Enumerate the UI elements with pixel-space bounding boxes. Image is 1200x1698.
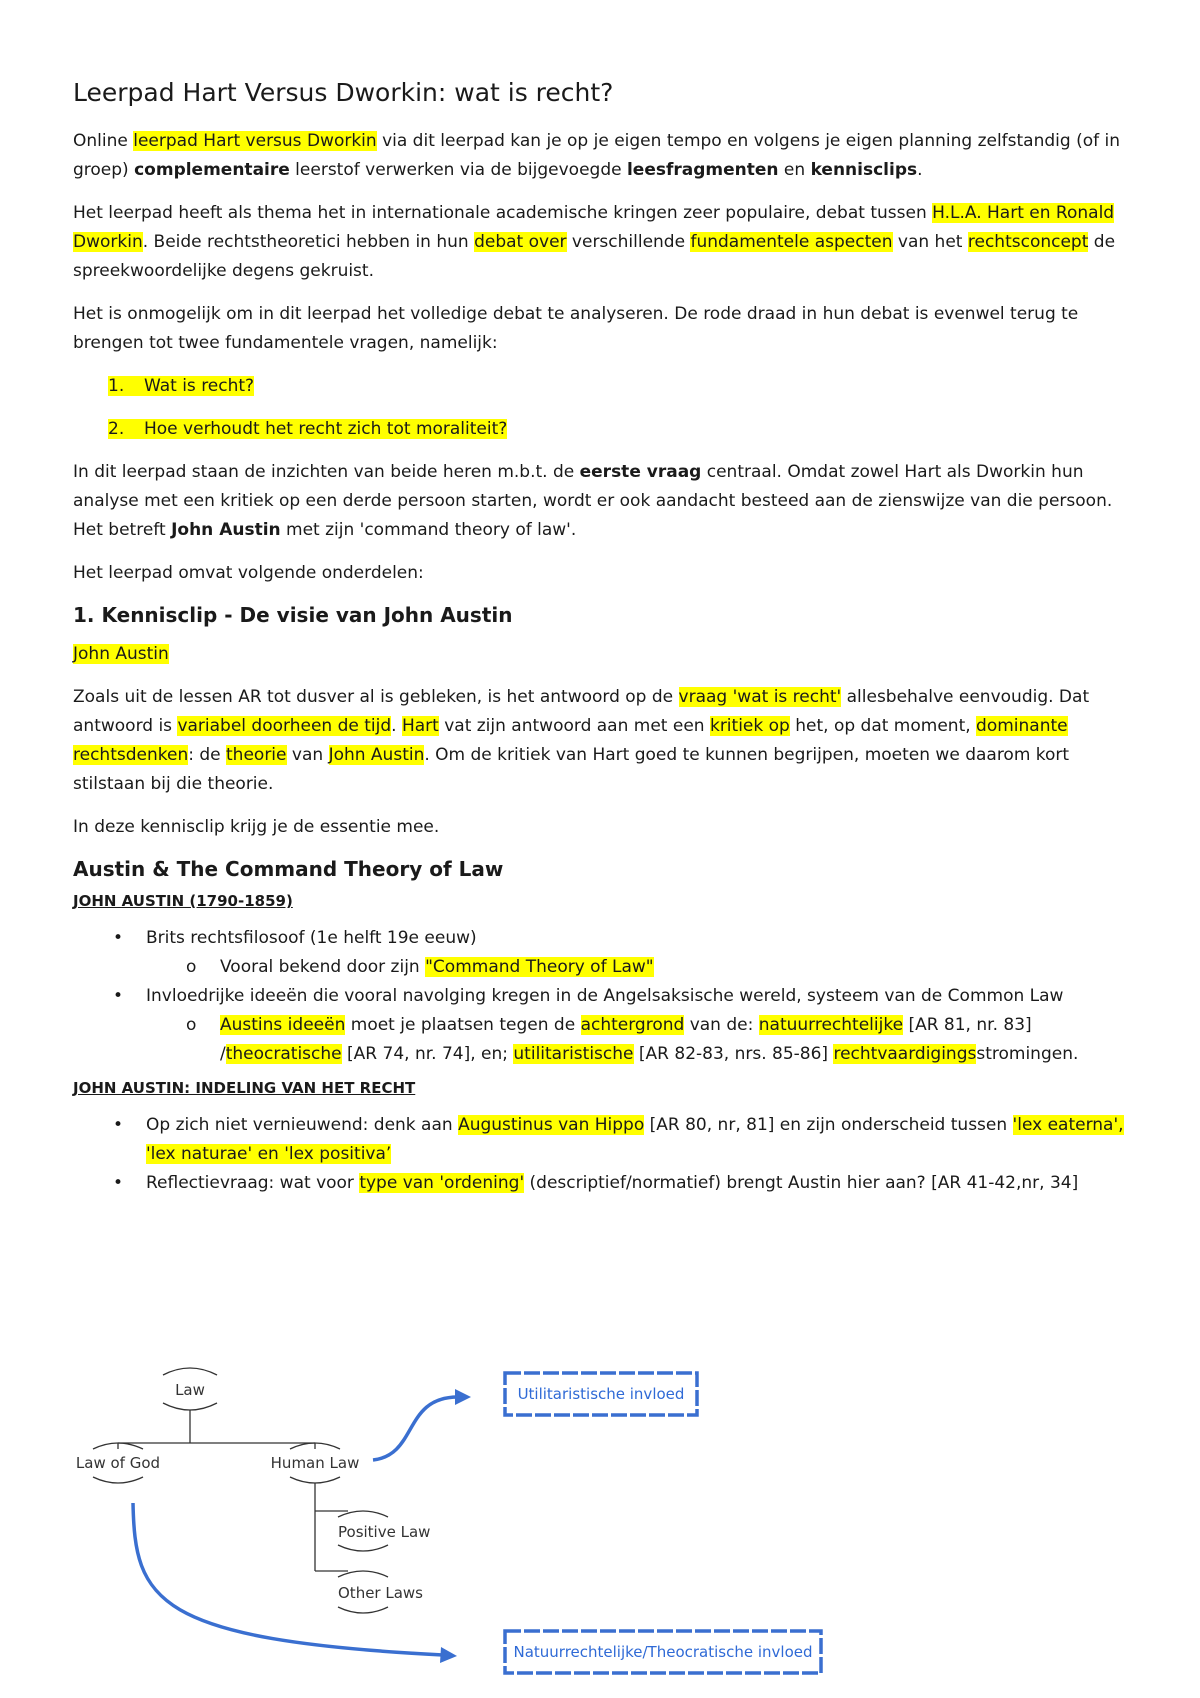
bullet-icon: •	[113, 986, 124, 1006]
human-law-bottom-bracket	[290, 1477, 340, 1483]
section-heading-command-theory: Austin & The Command Theory of Law	[73, 857, 504, 881]
circle-bullet-icon: o	[186, 957, 197, 977]
law-top-bracket	[163, 1368, 217, 1375]
other-laws-bottom-bracket	[338, 1607, 388, 1613]
subheading-john-austin: JOHN AUSTIN (1790-1859)	[73, 892, 293, 910]
highlight: leerpad Hart versus Dworkin	[133, 131, 377, 151]
section1-paragraph-2: In deze kennisclip krijg je de essentie mee.	[73, 817, 440, 837]
list-item: 2. Hoe verhoudt het recht zich tot moraliteit?	[108, 419, 508, 439]
law-classification-diagram	[73, 1345, 1073, 1675]
list-item: • Invloedrijke ideeën die vooral navolging kregen in de Angelsaksische wereld, systeem van de Common Law o Austins ideeën moet je plaatsen tegen de achtergrond van de: natuurrechtelijke [AR 81, nr. 83] /theocratische [AR 74, nr. 74], en; utilitaristische [AR 82-83, nrs. 85-86] rechtvaardigingsstromingen.	[73, 982, 1133, 1069]
intro-paragraph-2: Het leerpad heeft als thema het in internationale academische kringen zeer populaire, debat tussen H.L.A. Hart en Ronald Dworkin. Beide rechtstheoretici hebben in hun debat over verschillende fundamentele aspecten van het rechtsconcept de spreekwoordelijke degens gekruist.	[73, 203, 1116, 281]
intro-paragraph-5: Het leerpad omvat volgende onderdelen:	[73, 563, 424, 583]
positive-law-bottom-bracket	[338, 1545, 388, 1551]
highlight: debat over	[474, 232, 567, 252]
section1-paragraph-1: Zoals uit de lessen AR tot dusver al is gebleken, is het antwoord op de vraag 'wat is recht' allesbehalve eenvoudig. Dat antwoord is variabel doorheen de tijd. Hart vat zijn antwoord aan met een kritiek op het, op dat moment, dominante rechtsdenken: de theorie van John Austin. Om de kritiek van Hart goed te kunnen begrijpen, moeten we daarom kort stilstaan bij die theorie.	[73, 687, 1090, 794]
intro-paragraph-4: In dit leerpad staan de inzichten van beide heren m.b.t. de eerste vraag centraal. Omdat zowel Hart als Dworkin hun analyse met een kritiek op een derde persoon starten, wordt er ook aandacht besteed aan de zienswijze van die persoon. Het betreft John Austin met zijn 'command theory of law'.	[73, 462, 1113, 540]
list-item: • Op zich niet vernieuwend: denk aan Augustinus van Hippo [AR 80, nr, 81] en zijn onderscheid tussen 'lex eaterna', 'lex naturae' en 'lex positiva’	[73, 1111, 1133, 1169]
other-laws-top-bracket	[338, 1571, 388, 1577]
arrowhead-utilitarian-icon	[455, 1389, 471, 1405]
section-heading-kennisclip: 1. Kennisclip - De visie van John Austin	[73, 603, 513, 627]
list-item: o Vooral bekend door zijn "Command Theory of Law"	[146, 953, 1133, 982]
node-other-laws: Other Laws	[338, 1584, 423, 1602]
intro-paragraph-3: Het is onmogelijk om in dit leerpad het volledige debat te analyseren. De rode draad in hun debat is evenwel terug te brengen tot twee fundamentele vragen, namelijk:	[73, 304, 1079, 353]
intro-paragraph-1: Online leerpad Hart versus Dworkin via dit leerpad kan je op je eigen tempo en volgens je eigen planning zelfstandig (of in groep) complementaire leerstof verwerken via de bijgevoegde leesfragmenten en kennisclips.	[73, 131, 1121, 180]
bullet-icon: •	[113, 1173, 124, 1193]
arrow-to-utilitarian	[373, 1397, 458, 1460]
list-item: • Reflectievraag: wat voor type van 'ordening' (descriptief/normatief) brengt Austin hier aan? [AR 41-42,nr, 34]	[73, 1169, 1133, 1198]
page-title: Leerpad Hart Versus Dworkin: wat is recht?	[73, 78, 614, 107]
document-content	[73, 78, 1133, 1208]
box-natural-label: Natuurrechtelijke/Theocratische invloed	[513, 1643, 813, 1661]
positive-law-top-bracket	[338, 1511, 388, 1517]
list-item: • Brits rechtsfilosoof (1e helft 19e eeuw) o Vooral bekend door zijn "Command Theory of Law"	[73, 924, 1133, 982]
subheading-indeling: JOHN AUSTIN: INDELING VAN HET RECHT	[73, 1079, 416, 1097]
circle-bullet-icon: o	[186, 1015, 197, 1035]
list-item: o Austins ideeën moet je plaatsen tegen de achtergrond van de: natuurrechtelijke [AR 81, nr. 83] /theocratische [AR 74, nr. 74], en; utilitaristische [AR 82-83, nrs. 85-86] rechtvaardigingsstromingen.	[146, 1011, 1133, 1069]
highlight: rechtsconcept	[967, 232, 1089, 252]
law-bottom-bracket	[163, 1403, 217, 1410]
law-of-god-bottom-bracket	[93, 1477, 143, 1483]
highlight: fundamentele aspecten	[690, 232, 893, 252]
indeling-bullets	[73, 1111, 1133, 1198]
arrowhead-natural-icon	[440, 1647, 457, 1663]
john-austin-link[interactable]: John Austin	[73, 644, 169, 664]
bullet-icon: •	[113, 1115, 124, 1135]
questions-list	[108, 372, 1133, 444]
highlight: H.L.A. Hart en Ronald Dworkin	[73, 203, 1115, 252]
bullet-icon: •	[113, 928, 124, 948]
node-human-law: Human Law	[270, 1454, 360, 1472]
austin-bullets	[73, 924, 1133, 1069]
list-item: 1. Wat is recht?	[108, 376, 255, 396]
box-utilitarian-label: Utilitaristische invloed	[517, 1385, 685, 1403]
node-law: Law	[175, 1381, 205, 1399]
node-law-of-god: Law of God	[75, 1454, 161, 1472]
node-positive-law: Positive Law	[338, 1523, 431, 1541]
